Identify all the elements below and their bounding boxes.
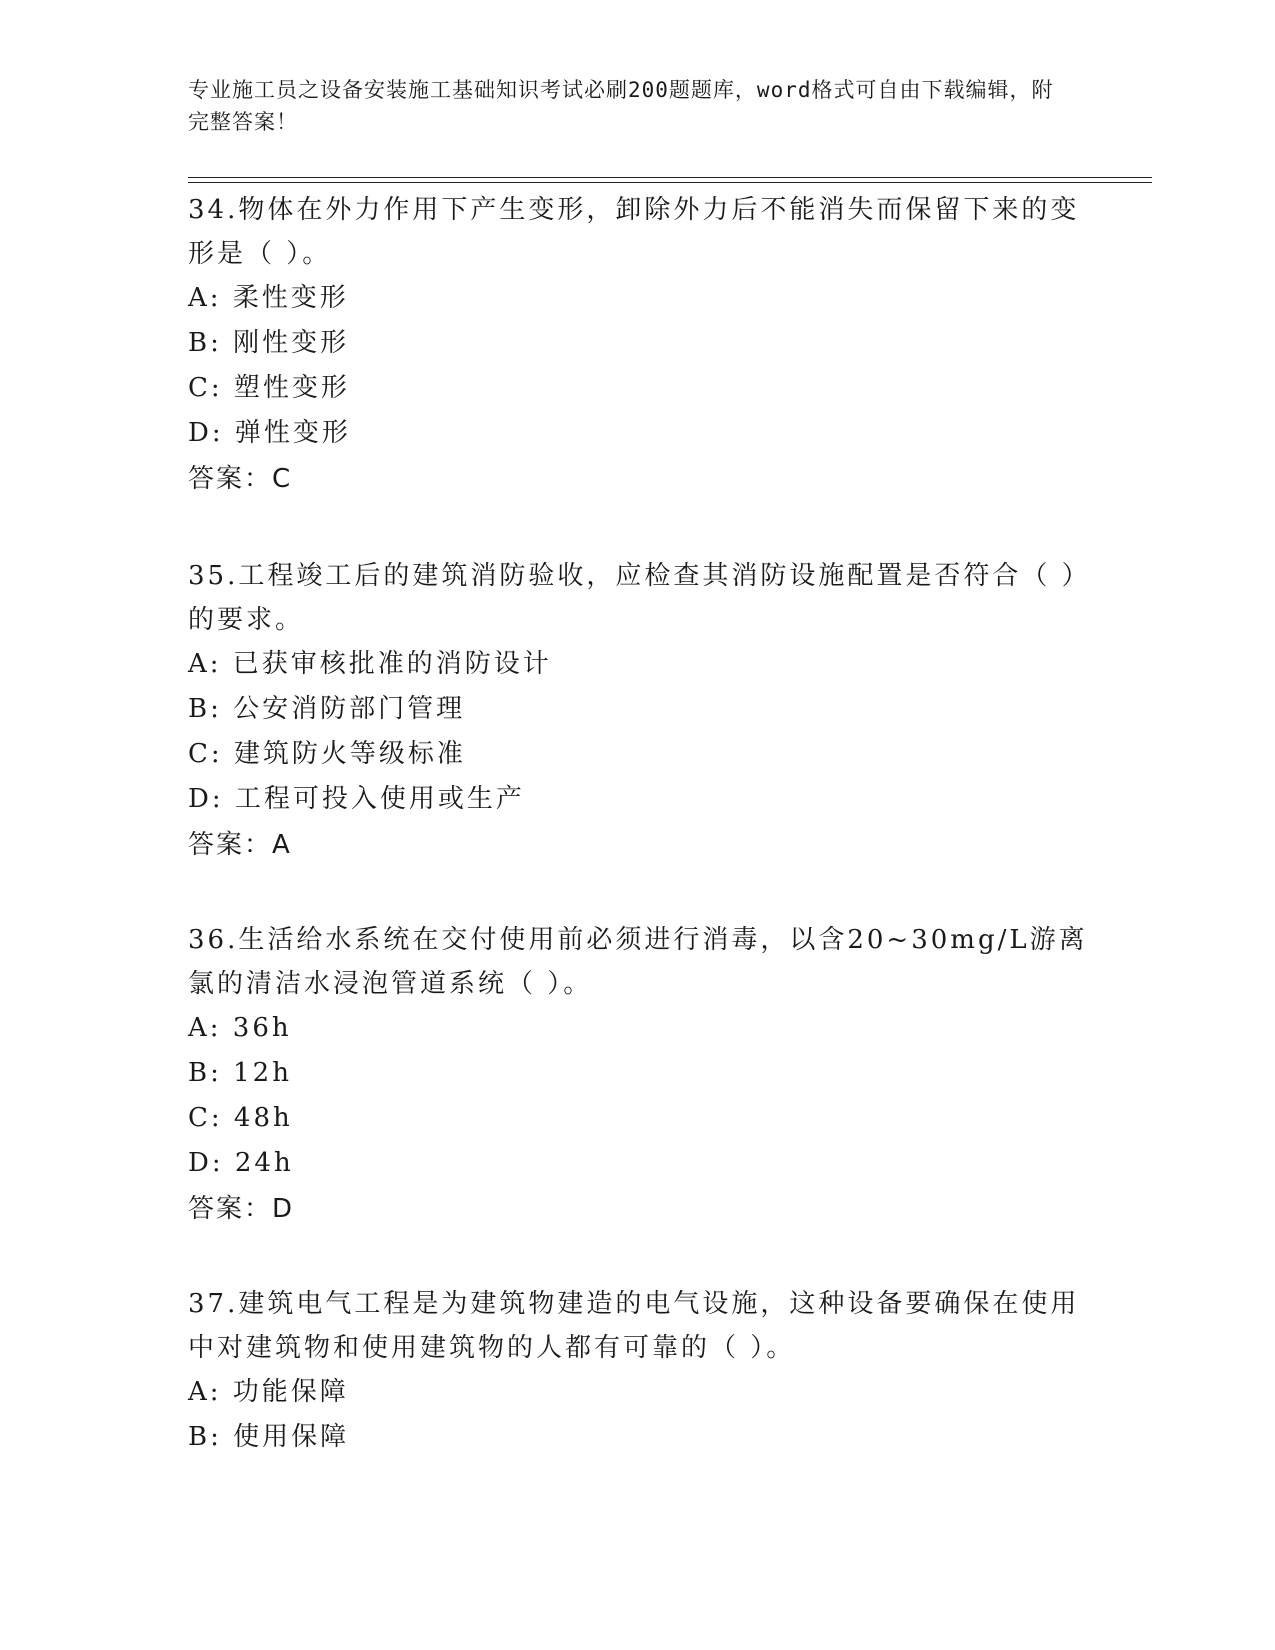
question-37	[188, 1282, 1088, 1460]
option-b: B: 使用保障	[188, 1422, 350, 1452]
option-c: C: 48h	[188, 1103, 293, 1133]
question-stem: 34.物体在外力作用下产生变形，卸除外力后不能消失而保留下来的变形是（ ）。	[188, 195, 1080, 269]
question-36	[188, 918, 1088, 1232]
answer: 答案：D	[188, 1194, 295, 1224]
option-c: C: 建筑防火等级标准	[188, 739, 466, 769]
question-stem: 35.工程竣工后的建筑消防验收，应检查其消防设施配置是否符合（ ）的要求。	[188, 561, 1078, 635]
question-stem: 37.建筑电气工程是为建筑物建造的电气设施，这种设备要确保在使用中对建筑物和使用建筑物的人都有可靠的（ ）。	[188, 1289, 1080, 1363]
option-a: A: 已获审核批准的消防设计	[188, 649, 552, 679]
option-b: B: 刚性变形	[188, 328, 350, 358]
option-d: D: 24h	[188, 1148, 294, 1178]
question-stem: 36.生活给水系统在交付使用前必须进行消毒，以含20~30mg/L游离氯的清洁水浸泡管道系统（ ）。	[188, 925, 1088, 999]
option-a: A: 36h	[188, 1013, 292, 1043]
option-b: B: 公安消防部门管理	[188, 694, 466, 724]
document-header: 专业施工员之设备安装施工基础知识考试必刷200题题库，word格式可自由下载编辑，附完整答案！	[188, 78, 1054, 134]
option-c: C: 塑性变形	[188, 373, 350, 403]
answer: 答案：A	[188, 830, 292, 860]
option-d: D: 工程可投入使用或生产	[188, 784, 525, 814]
option-a: A: 功能保障	[188, 1377, 349, 1407]
option-d: D: 弹性变形	[188, 418, 351, 448]
answer: 答案：C	[188, 464, 293, 494]
option-a: A: 柔性变形	[188, 283, 349, 313]
question-34	[188, 188, 1088, 502]
option-b: B: 12h	[188, 1058, 292, 1088]
question-35	[188, 554, 1088, 868]
header-divider-top	[188, 177, 1152, 178]
header-divider-bottom	[188, 182, 1152, 183]
